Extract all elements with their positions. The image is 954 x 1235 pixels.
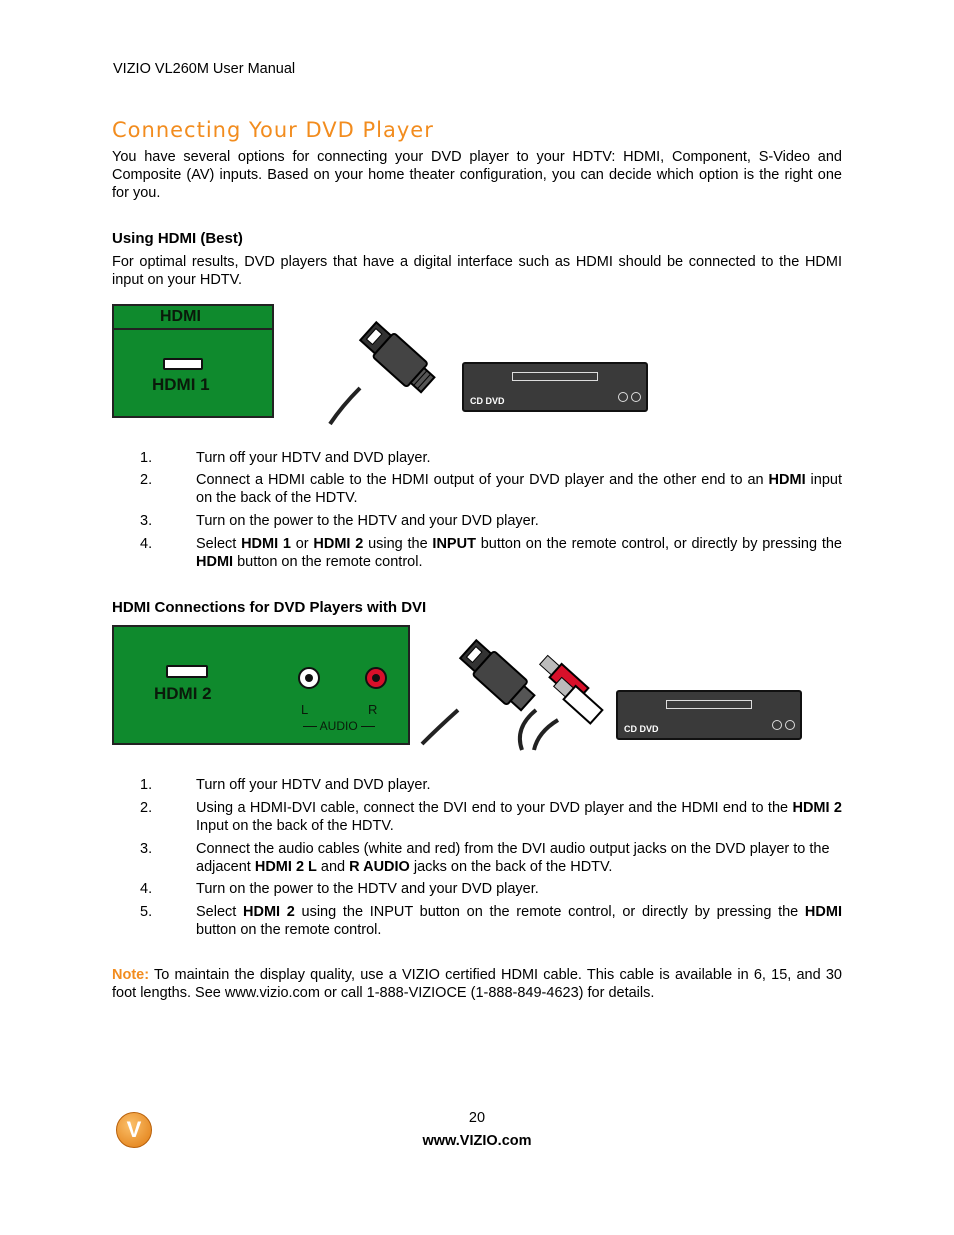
bold-term: HDMI 1 (241, 536, 291, 552)
step-text: using the INPUT button on the remote control, or directly by pressing the (294, 904, 805, 920)
hdmi-description: For optimal results, DVD players that have a digital interface such as HDMI should be connected to the HDMI input on your HDTV. (112, 254, 842, 288)
button-icon (631, 392, 641, 402)
bold-term: INPUT (432, 536, 476, 552)
step-text: Using a HDMI-DVI cable, connect the DVI end to your DVD player and the HDMI end to the (196, 800, 793, 816)
bold-term: HDMI 2 (243, 904, 295, 920)
audio-l-label: L (301, 702, 309, 717)
footer-url[interactable]: www.VIZIO.com (422, 1133, 532, 1149)
button-icon (785, 720, 795, 730)
disc-slot (512, 372, 598, 381)
hdmi-port-icon (163, 358, 203, 370)
note-paragraph (112, 966, 842, 1002)
bold-term: HDMI (768, 472, 806, 488)
audio-label: AUDIO (298, 719, 380, 733)
bold-term: HDMI 2 (313, 536, 364, 552)
hdmi-cable-icon (320, 316, 450, 428)
step-text: Input on the back of the HDTV. (196, 818, 394, 834)
dvd-label: CD DVD (624, 724, 659, 734)
hdmi-heading: Using HDMI (Best) (112, 230, 243, 247)
page-number: 20 (468, 1110, 486, 1126)
hdmi-panel (112, 304, 274, 418)
bold-term: R AUDIO (349, 859, 410, 875)
step-text: Turn on the power to the HDTV and your DVD player. (196, 513, 539, 529)
step-text: Turn off your HDTV and DVD player. (196, 777, 431, 793)
dvi-heading: HDMI Connections for DVD Players with DVI (112, 599, 427, 616)
step-text: Connect a HDMI cable to the HDMI output of your DVD player and the other end to an (196, 472, 769, 488)
step-text: Turn on the power to the HDTV and your DVD player. (196, 881, 539, 897)
dvd-player-icon (462, 362, 648, 412)
hdmi2-label: HDMI 2 (154, 684, 212, 703)
step-text: Select (196, 536, 242, 552)
audio-r-label: R (368, 702, 378, 717)
step-text: or (290, 536, 314, 552)
step-text: jacks on the back of the HDTV. (409, 859, 613, 875)
section-title: Connecting Your DVD Player (112, 118, 434, 142)
step-text: input on the back of the HDTV. (196, 472, 842, 506)
button-icon (618, 392, 628, 402)
vizio-logo-letter: V (126, 1117, 142, 1142)
audio-r-jack (365, 667, 387, 689)
hdmi1-label: HDMI 1 (152, 375, 210, 394)
disc-slot (666, 700, 752, 709)
hdmi2-panel (112, 625, 410, 745)
hdmi-panel-header-label: HDMI (160, 308, 201, 325)
step-text: and (316, 859, 350, 875)
bold-term: HDMI 2 (792, 800, 842, 816)
step-text: using the (363, 536, 433, 552)
step-text: button on the remote control, or directly by pressing the (475, 536, 842, 552)
hdmi-panel-header (114, 306, 272, 330)
intro-paragraph: You have several options for connecting your DVD player to your HDTV: HDMI, Component, S-Video and Composite (AV) inputs. Based on your home theater configuration, you can decide which option is the right one for you. (112, 149, 842, 201)
bold-term: HDMI (196, 554, 234, 570)
step-text: button on the remote control. (233, 554, 423, 570)
hdmi-dvi-cable-icon (418, 610, 608, 752)
step-text: Connect the audio cables (white and red) from the DVI audio output jacks on the DVD player to the adjacent (196, 841, 830, 875)
step-text: button on the remote control. (196, 922, 382, 938)
manual-title: VIZIO VL260M User Manual (113, 61, 296, 77)
note-label: Note: (112, 967, 150, 983)
button-icon (772, 720, 782, 730)
step-text: Select (196, 904, 243, 920)
note-text: To maintain the display quality, use a VIZIO certified HDMI cable. This cable is available in 6, 15, and 30 foot lengths. See www.vizio.com or call 1-888-VIZIOCE (1-888-849-4623) for details. (112, 967, 842, 1001)
dvd-label: CD DVD (470, 396, 505, 406)
dvd-player-icon (616, 690, 802, 740)
step-text: Turn off your HDTV and DVD player. (196, 450, 431, 466)
audio-l-jack (298, 667, 320, 689)
hdmi-port-icon (166, 665, 208, 678)
bold-term: HDMI (804, 904, 842, 920)
bold-term: HDMI 2 L (254, 859, 317, 875)
